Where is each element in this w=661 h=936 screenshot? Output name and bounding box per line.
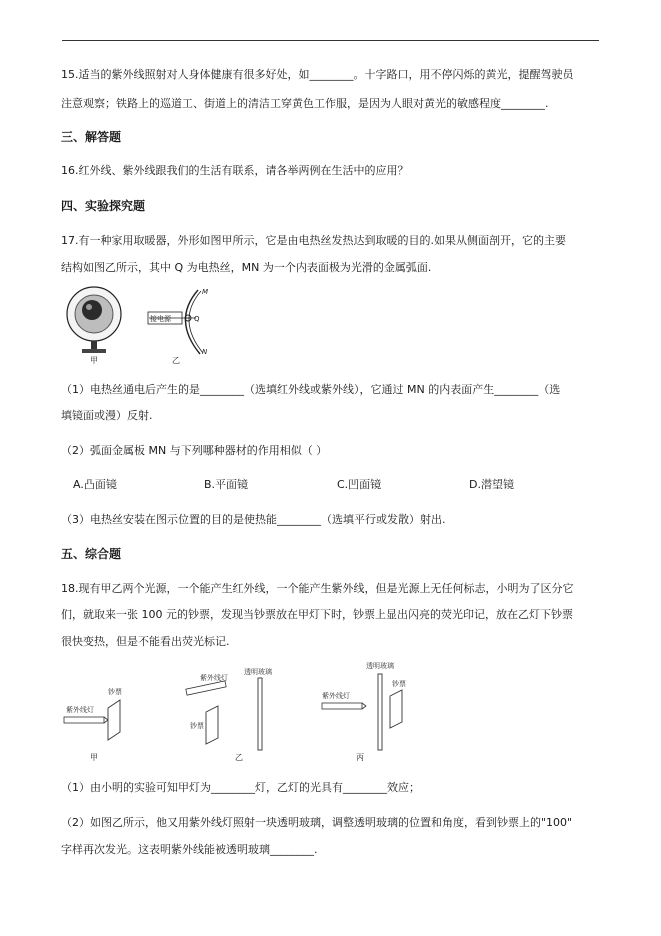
setup-bing [322, 661, 406, 762]
uv-lamp-jia [64, 717, 104, 723]
q18-part2-line2: 字样再次发光。这表明紫外线能被透明玻璃________. [61, 843, 318, 856]
label-glass-bing: 透明玻璃 [366, 662, 394, 670]
banknote-experiment-figure [60, 660, 420, 765]
label-banknote-yi: 钞票 [190, 722, 204, 730]
q18-line1: 18.现有甲乙两个光源，一个能产生红外线，一个能产生紫外线，但是光源上无任何标志，小明为了区分它 [61, 582, 574, 595]
option-d: D.潜望镜 [469, 478, 514, 491]
q17-part2: （2）弧面金属板 MN 与下列哪种器材的作用相似（ ） [61, 444, 328, 457]
label-Q: Q [194, 315, 200, 323]
q17-line2: 结构如图乙所示，其中 Q 为电热丝，MN 为一个内表面极为光滑的金属弧面. [61, 261, 432, 274]
uv-lamp-bing [322, 703, 362, 709]
banknote-jia [108, 700, 120, 740]
label-glass-yi: 透明玻璃 [244, 668, 272, 676]
q16-line1: 16.红外线、紫外线跟我们的生活有联系，请各举两例在生活中的应用？ [61, 164, 409, 177]
q17-part1-line1: （1）电热丝通电后产生的是________（选填红外线或紫外线），它通过 MN 的内表面产生________（选 [61, 383, 561, 396]
label-banknote-jia: 钞票 [108, 688, 122, 696]
label-power-source: 接电源 [150, 315, 171, 323]
heater-figure [62, 284, 242, 366]
glass-yi [258, 678, 262, 750]
figure-label-jia: 甲 [90, 753, 98, 762]
figure-label-yi: 乙 [172, 356, 180, 365]
section-5-heading: 五、综合题 [61, 547, 122, 561]
q17-part3: （3）电热丝安装在图示位置的目的是使热能________（选填平行或发散）射出. [61, 513, 446, 526]
label-N: N [202, 348, 208, 356]
q18-part2-line1: （2）如图乙所示，他又用紫外线灯照射一块透明玻璃，调整透明玻璃的位置和角度，看到钞票上的"100" [61, 816, 573, 829]
label-banknote-bing: 钞票 [392, 680, 406, 688]
q18-part1: （1）由小明的实验可知甲灯为________灯，乙灯的光具有________效应； [61, 781, 420, 794]
figure-label-jia: 甲 [90, 356, 98, 365]
option-a: A.凸面镜 [73, 478, 117, 491]
section-3-heading: 三、解答题 [61, 130, 122, 144]
section-4-heading: 四、实验探究题 [61, 199, 146, 213]
heater-photo-jia [67, 287, 121, 353]
option-c: C.凹面镜 [337, 478, 382, 491]
uv-lamp-yi [186, 681, 226, 695]
q15-line2: 注意观察；铁路上的巡道工、街道上的清洁工穿黄色工作服，是因为人眼对黄光的敏感程度________. [61, 97, 549, 110]
label-uv-lamp-yi: 紫外线灯 [200, 674, 228, 682]
label-M: M [202, 288, 209, 296]
figure-label-bing: 丙 [356, 753, 364, 762]
label-uv-lamp-jia: 紫外线灯 [66, 706, 94, 714]
q18-line2: 们，就取来一张 100 元的钞票，发现当钞票放在甲灯下时，钞票上显出闪亮的荧光印记，放在乙灯下钞票 [61, 608, 573, 621]
setup-jia [64, 687, 122, 762]
q17-part1-line2: 填镜面或漫）反射. [61, 409, 153, 422]
setup-yi [186, 667, 272, 762]
banknote-bing [390, 690, 402, 728]
q17-line1: 17.有一种家用取暖器，外形如图甲所示，它是由电热丝发热达到取暖的目的.如果从侧面剖开，它的主要 [61, 234, 566, 247]
option-b: B.平面镜 [204, 478, 249, 491]
figure-label-yi: 乙 [235, 753, 243, 762]
banknote-yi [206, 706, 218, 744]
glass-bing [378, 674, 382, 750]
label-uv-lamp-bing: 紫外线灯 [322, 692, 350, 700]
header-rule [62, 40, 599, 41]
q18-line3: 很快变热，但是不能看出荧光标记. [61, 635, 230, 648]
q15-line1: 15.适当的紫外线照射对人身体健康有很多好处，如________。十字路口，用不停闪烁的黄光，提醒驾驶员 [61, 68, 574, 81]
